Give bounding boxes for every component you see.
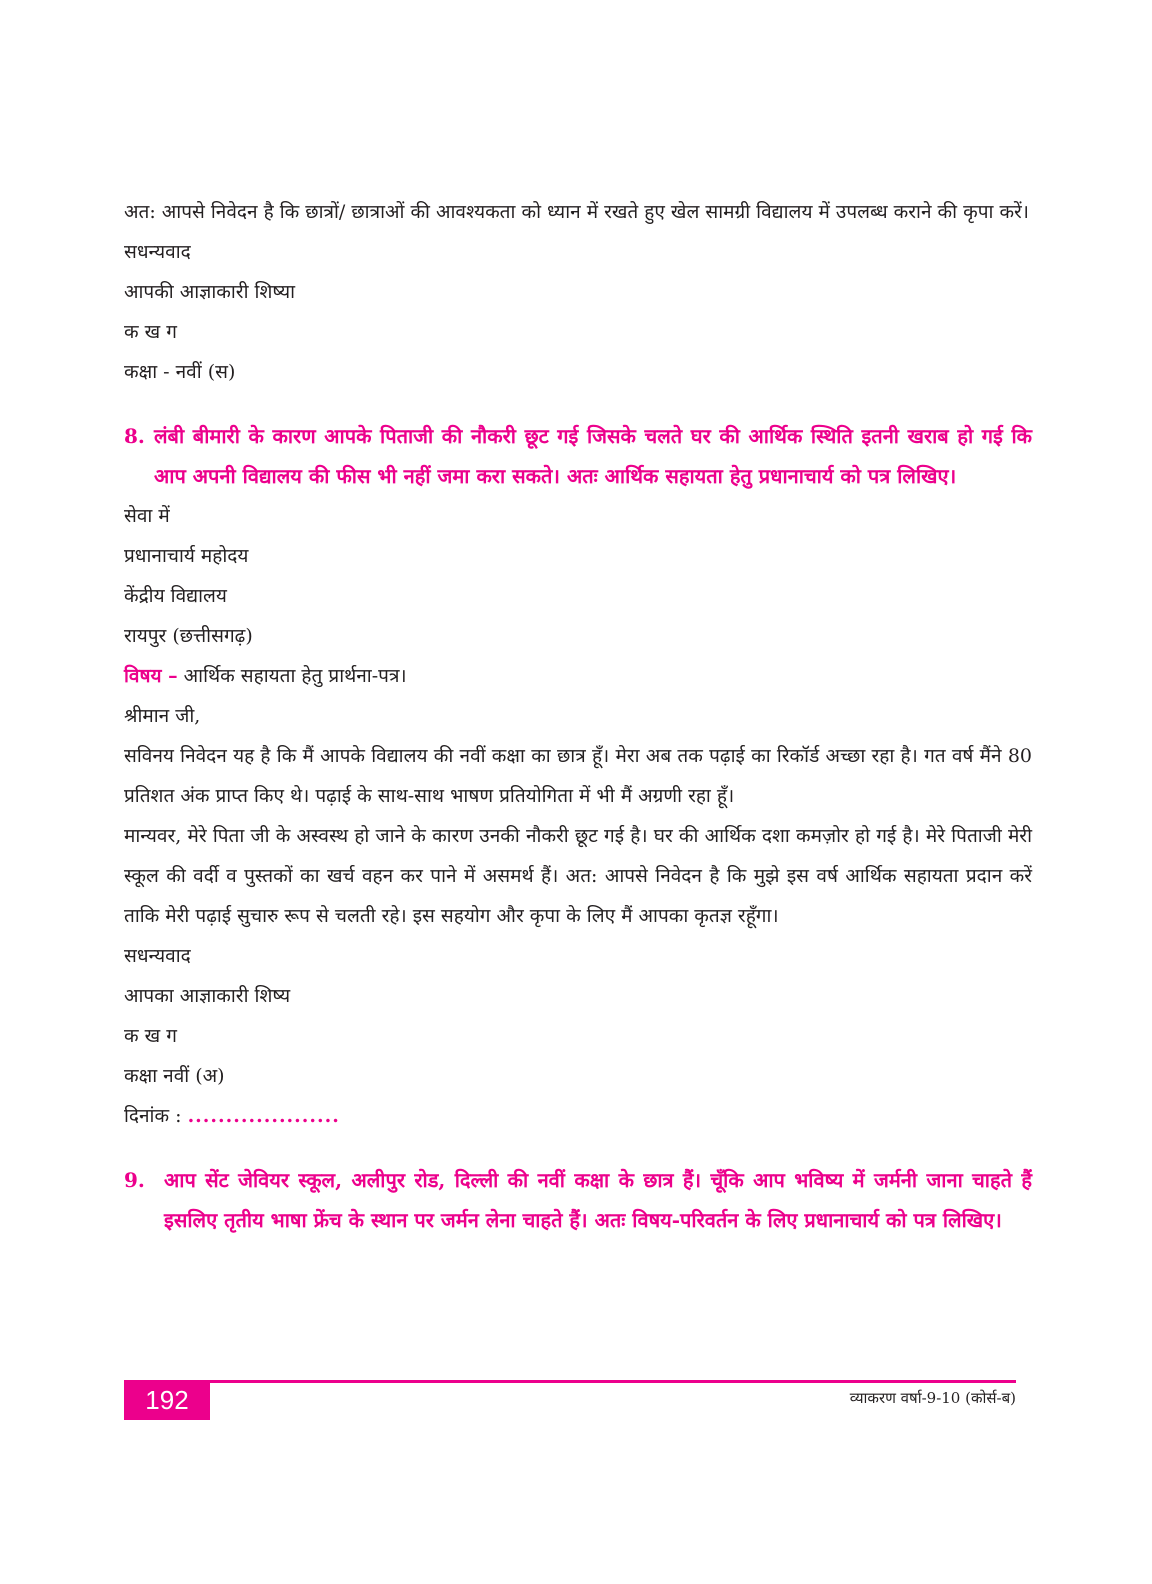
question-8-number: 8. <box>124 424 145 448</box>
question-8-text: लंबी बीमारी के कारण आपके पिताजी की नौकरी छूट गई जिसके चलते घर की आर्थिक स्थिति इतनी खराब हो गई कि आप अपनी विद्यालय की फीस भी नहीं जमा करा सकते। अतः आर्थिक सहायता हेतु प्रधानाचार्य को पत्र लिखिए। <box>154 424 1032 488</box>
letter8-subject-line <box>124 656 1032 696</box>
spacer <box>124 392 1032 416</box>
letter8-subject: आर्थिक सहायता हेतु प्रार्थना-पत्र। <box>183 665 407 687</box>
question-9-text: आप सेंट जेवियर स्कूल, अलीपुर रोड, दिल्ली की नवीं कक्षा के छात्र हैं। चूँकि आप भविष्य में जर्मनी जाना चाहते हैं इसलिए तृतीय भाषा फ्रेंच के स्थान पर जर्मन लेना चाहते हैं। अतः विषय-परिवर्तन के लिए प्रधानाचार्य को पत्र लिखिए। <box>164 1168 1032 1232</box>
letter8-city: रायपुर (छत्तीसगढ़) <box>124 625 253 647</box>
letter7-closing-paragraph: अत: आपसे निवेदन है कि छात्रों/ छात्राओं की आवश्यकता को ध्यान में रखते हुए खेल सामग्री विद्यालय में उपलब्ध कराने की कृपा करें। <box>124 201 1030 223</box>
spacer <box>124 1136 1032 1160</box>
letter8-subject-label: विषय – <box>124 665 178 687</box>
letter7-sign-off: आपकी आज्ञाकारी शिष्या <box>124 281 296 303</box>
letter8-to: सेवा में <box>124 505 170 527</box>
letter8-paragraph-1: सविनय निवेदन यह है कि मैं आपके विद्यालय की नवीं कक्षा का छात्र हूँ। मेरा अब तक पढ़ाई का रिकॉर्ड अच्छा रहा है। गत वर्ष मैंने 80 प्रतिशत अंक प्राप्त किए थे। पढ़ाई के साथ-साथ भाषण प्रतियोगिता में भी मैं अग्रणी रहा हूँ। <box>124 745 1032 807</box>
letter8-recipient: प्रधानाचार्य महोदय <box>124 545 249 567</box>
question-9-number: 9. <box>124 1168 145 1192</box>
letter7-class: कक्षा - नवीं (स) <box>124 361 236 383</box>
letter8-date-label: दिनांक : <box>124 1105 182 1127</box>
letter8-closing: सधन्यवाद <box>124 945 191 967</box>
page-content <box>124 192 1032 1240</box>
letter8-name: क ख ग <box>124 1025 177 1047</box>
letter8-date-line <box>124 1096 1032 1136</box>
letter8-paragraph-2: मान्यवर, मेरे पिता जी के अस्वस्थ हो जाने के कारण उनकी नौकरी छूट गई है। घर की आर्थिक दशा कमज़ोर हो गई है। मेरे पिताजी मेरी स्कूल की वर्दी व पुस्तकों का खर्च वहन कर पाने में असमर्थ हैं। अत: आपसे निवेदन है कि मुझे इस वर्ष आर्थिक सहायता प्रदान करें ताकि मेरी पढ़ाई सुचारु रूप से चलती रहे। इस सहयोग और कृपा के लिए मैं आपका कृतज्ञ रहूँगा। <box>124 825 1032 927</box>
question-8 <box>124 416 1032 496</box>
letter8-date-dots: .................... <box>187 1105 340 1127</box>
letter8-salutation: श्रीमान जी, <box>124 705 201 727</box>
page-number: 192 <box>124 1380 210 1420</box>
question-9 <box>124 1160 1032 1240</box>
footer-rule <box>124 1380 1016 1383</box>
letter8-sign-off: आपका आज्ञाकारी शिष्य <box>124 985 291 1007</box>
letter7-name: क ख ग <box>124 321 177 343</box>
letter7-closing: सधन्यवाद <box>124 241 191 263</box>
letter8-class: कक्षा नवीं (अ) <box>124 1065 225 1087</box>
footer-book-title: व्याकरण वर्षा-9-10 (कोर्स-ब) <box>849 1389 1016 1407</box>
letter8-school: केंद्रीय विद्यालय <box>124 585 227 607</box>
